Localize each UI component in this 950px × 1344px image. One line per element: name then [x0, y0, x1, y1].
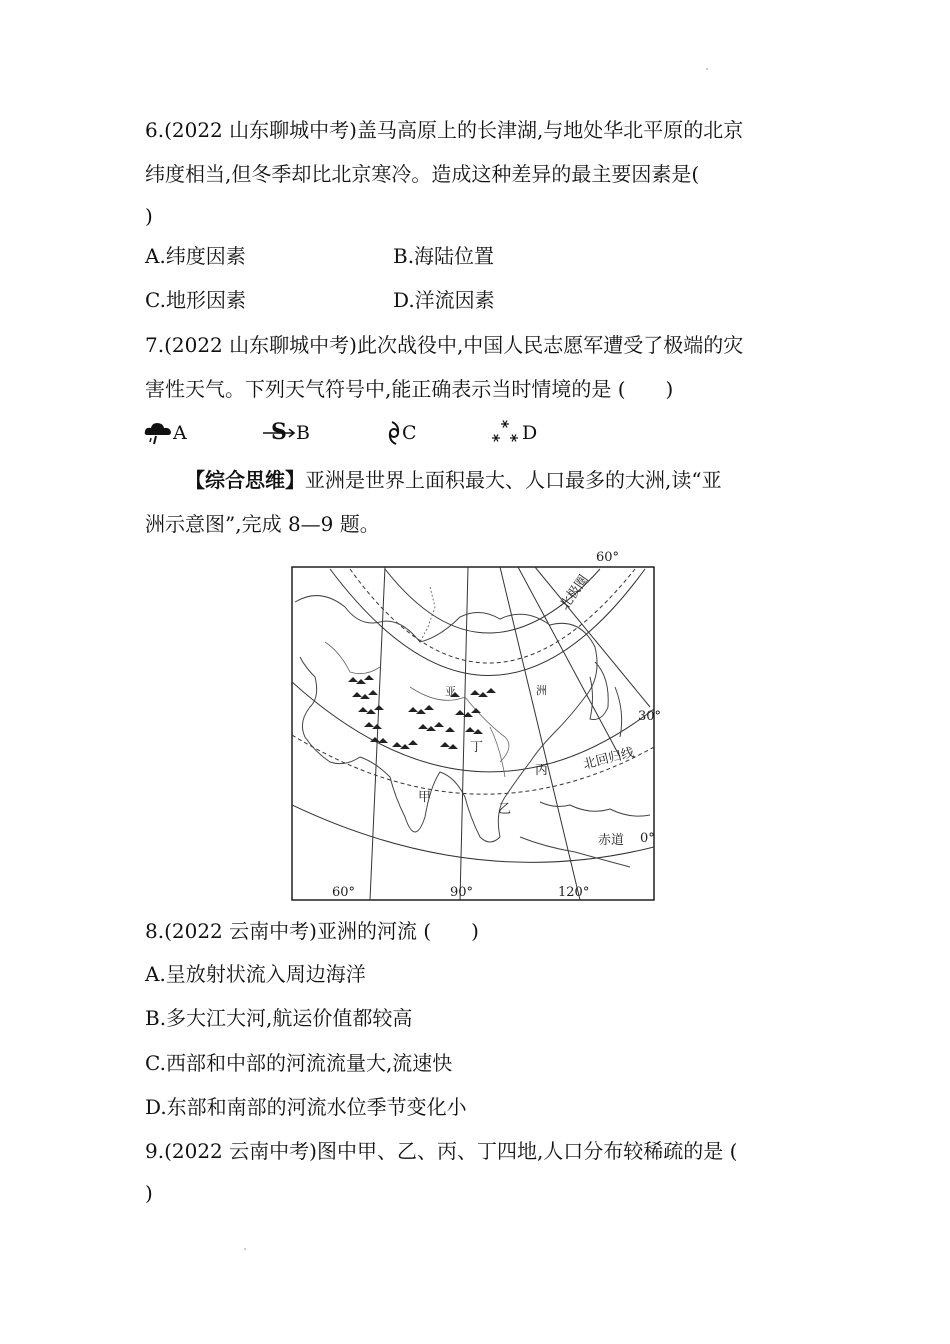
q8-stem: 8.(2022 云南中考)亚洲的河流 ( ): [145, 919, 479, 943]
map-label-lat30: 30°: [638, 709, 662, 724]
q7-option-c-label: C: [402, 422, 417, 444]
scan-speck: [244, 1248, 246, 1250]
asia-map-graphic: [290, 547, 660, 902]
q8-option-c: C.西部和中部的河流流量大,流速快: [145, 1051, 453, 1075]
q9-stem-line1: 9.(2022 云南中考)图中甲、乙、丙、丁四地,人口分布较稀疏的是 (: [145, 1139, 738, 1163]
q7-stem-line2: 害性天气。下列天气符号中,能正确表示当时情境的是 ( ): [145, 377, 674, 401]
q6-stem-line1: 6.(2022 山东聊城中考)盖马高原上的长津湖,与地处华北平原的北京: [145, 118, 744, 142]
map-label-jia: 甲: [418, 790, 432, 805]
q7-option-d-label: D: [522, 422, 538, 444]
q6-option-b: B.海陆位置: [393, 244, 495, 268]
snow-icon: [488, 418, 522, 448]
q7-stem-line1: 7.(2022 山东聊城中考)此次战役中,中国人民志愿军遭受了极端的灾: [145, 333, 744, 357]
q8-option-b: B.多大江大河,航运价值都较高: [145, 1006, 413, 1030]
q7-option-b: [262, 418, 310, 448]
map-label-lon60: 60°: [332, 885, 356, 900]
q7-option-c: [386, 418, 417, 448]
q7-option-a: [143, 418, 187, 448]
q9-stem-line2: ): [145, 1181, 153, 1205]
map-label-arctic-circle: 北极圈: [557, 572, 592, 614]
rain-cloud-icon: [143, 419, 173, 447]
intro-tag: 【综合思维】: [185, 468, 305, 492]
map-label-bing: 丙: [535, 763, 549, 778]
q6-option-c: C.地形因素: [145, 288, 246, 312]
q7-option-d: [488, 418, 537, 448]
q6-stem-line2: 纬度相当,但冬季却比北京寒冷。造成这种差异的最主要因素是(: [145, 162, 700, 186]
typhoon-icon: [386, 419, 402, 447]
q7-option-a-label: A: [173, 422, 187, 444]
map-label-zhou: 洲: [536, 684, 547, 697]
intro-line2: 洲示意图”,完成 8—9 题。: [145, 512, 380, 536]
q8-option-a: A.呈放射状流入周边海洋: [145, 962, 366, 986]
map-label-ding: 丁: [470, 740, 484, 755]
intro-line1: [185, 465, 722, 495]
map-label-equator: 赤道: [598, 833, 625, 848]
map-label-lat0: 0°: [640, 831, 655, 846]
intro-line1-text: 亚洲是世界上面积最大、人口最多的大洲,读“亚: [305, 468, 722, 492]
q7-option-b-label: B: [296, 422, 310, 444]
q8-option-d: D.东部和南部的河流水位季节变化小: [145, 1095, 467, 1119]
map-label-tropic: 北回归线: [581, 745, 636, 773]
q6-option-d: D.洋流因素: [393, 288, 495, 312]
map-label-lon90: 90°: [450, 885, 474, 900]
q6-option-a: A.纬度因素: [145, 244, 246, 268]
map-label-yi: 乙: [498, 802, 512, 817]
asia-map: [290, 547, 660, 902]
sandstorm-letter: S: [271, 419, 287, 445]
map-label-lon120: 120°: [558, 885, 590, 900]
scan-speck: [706, 68, 708, 70]
map-label-ya: 亚: [445, 685, 456, 698]
q6-stem-line3: ): [145, 204, 153, 228]
sandstorm-icon: [262, 419, 296, 447]
map-label-lat60: 60°: [596, 550, 620, 565]
